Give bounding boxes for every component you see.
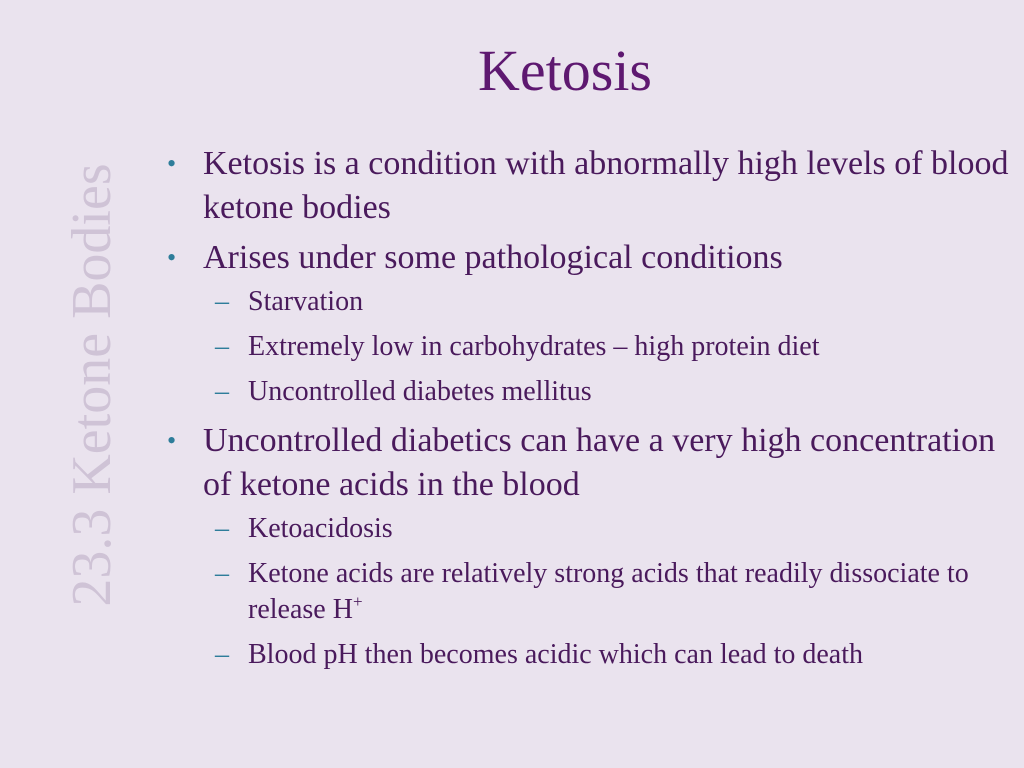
dash-icon: – — [215, 286, 229, 317]
sub-item-ketoacidosis — [165, 511, 1010, 547]
sub-item-text: Uncontrolled diabetes mellitus — [248, 376, 592, 407]
bullet-icon: • — [167, 149, 177, 178]
sub-item-diabetes — [165, 374, 1010, 410]
dash-icon: – — [215, 331, 229, 362]
side-section-title: 23.3 Ketone Bodies — [61, 163, 123, 607]
bullet-item-ketosis-definition — [165, 142, 1010, 230]
bullet-item-pathological-conditions — [165, 236, 1010, 280]
bullet-icon: • — [167, 426, 177, 455]
sub-item-text: Ketoacidosis — [248, 513, 393, 544]
bullet-text: Ketosis is a condition with abnormally high levels of blood ketone bodies — [203, 145, 1009, 226]
bullet-item-uncontrolled-diabetics — [165, 419, 1010, 507]
sub-item-text: Starvation — [248, 286, 364, 317]
sub-item-low-carb-diet — [165, 329, 1010, 365]
sub-item-starvation — [165, 284, 1010, 320]
bullet-icon: • — [167, 243, 177, 272]
bullet-text: Arises under some pathological conditions — [203, 239, 783, 276]
dash-icon: – — [215, 376, 229, 407]
superscript-plus: + — [352, 592, 363, 611]
sub-item-blood-ph — [165, 637, 1010, 673]
dash-icon: – — [215, 558, 229, 589]
dash-icon: – — [215, 639, 229, 670]
slide-title: Ketosis — [478, 38, 652, 103]
sub-item-text: Blood pH then becomes acidic which can lead to death — [248, 639, 864, 670]
sub-item-text: Extremely low in carbohydrates – high protein diet — [248, 331, 820, 362]
sub-item-strong-acids — [165, 556, 1010, 628]
sub-item-text: Ketone acids are relatively strong acids that readily dissociate to release H — [248, 558, 969, 625]
bullet-list — [165, 142, 1010, 682]
bullet-text: Uncontrolled diabetics can have a very high concentration of ketone acids in the blood — [203, 422, 996, 503]
dash-icon: – — [215, 513, 229, 544]
